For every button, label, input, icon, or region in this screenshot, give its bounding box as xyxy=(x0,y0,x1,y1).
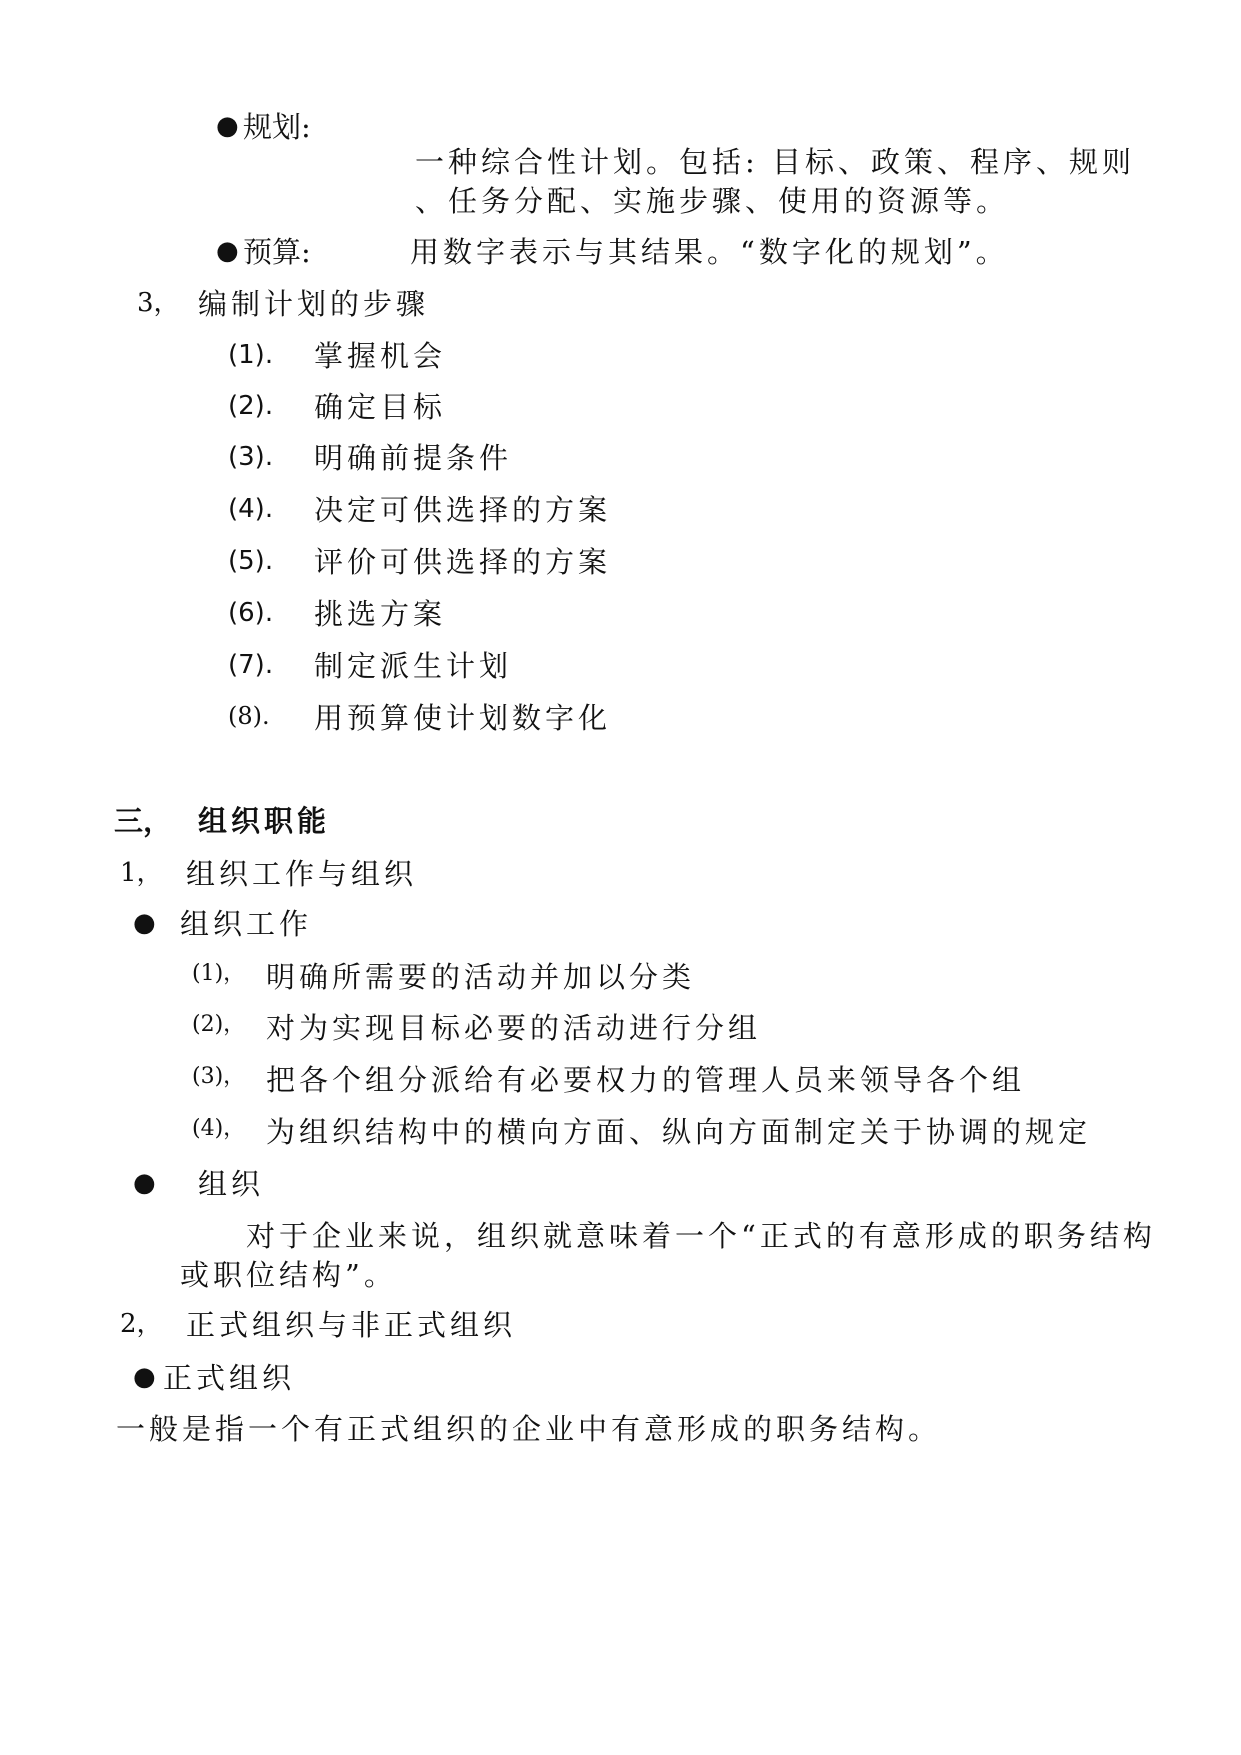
planning-desc-line2: 、任务分配、实施步骤、使用的资源等。 xyxy=(415,184,1010,218)
steps-number: 3， xyxy=(137,288,180,318)
budget-bullet: ● xyxy=(216,236,239,266)
org-work-label: 组织工作 xyxy=(180,907,313,941)
planning-label: 规划: xyxy=(243,110,311,144)
org-work-bullet: ● xyxy=(133,908,156,938)
org-work-text-2: 对为实现目标必要的活动进行分组 xyxy=(266,1011,762,1045)
step-text-8: 用预算使计划数字化 xyxy=(314,701,612,735)
step-text-4: 决定可供选择的方案 xyxy=(314,493,612,527)
step-number-8: (8). xyxy=(228,702,270,730)
organization-desc-line1: 对于企业来说，组织就意味着一个“正式的有意形成的职务结构 xyxy=(246,1219,1156,1253)
section3-number: 三， xyxy=(114,804,173,838)
planning-desc-line1: 一种综合性计划。包括: 目标、政策、程序、规则 xyxy=(415,145,1135,179)
org-work-number-4: (4)， xyxy=(192,1116,246,1141)
step-text-3: 明确前提条件 xyxy=(314,441,513,475)
step-number-1: (1). xyxy=(228,340,274,370)
step-text-2: 确定目标 xyxy=(314,390,447,424)
org-work-number-3: (3)， xyxy=(192,1064,246,1089)
org-work-number-2: (2)， xyxy=(192,1012,246,1037)
sub2-heading: 正式组织与非正式组织 xyxy=(186,1308,517,1342)
budget-label: 预算: xyxy=(243,235,311,269)
organization-desc-line2: 或职位结构”。 xyxy=(180,1258,397,1292)
sub1-heading: 组织工作与组织 xyxy=(186,857,418,891)
section3-title: 组织职能 xyxy=(198,804,331,838)
org-work-text-1: 明确所需要的活动并加以分类 xyxy=(266,960,696,994)
org-work-number-1: (1)， xyxy=(192,961,246,986)
organization-bullet: ● xyxy=(133,1168,156,1198)
steps-heading: 编制计划的步骤 xyxy=(198,287,430,321)
step-number-4: (4). xyxy=(228,494,274,524)
org-work-text-4: 为组织结构中的横向方面、纵向方面制定关于协调的规定 xyxy=(266,1115,1092,1149)
step-text-6: 挑选方案 xyxy=(314,597,447,631)
step-number-7: (7). xyxy=(228,650,274,680)
step-text-1: 掌握机会 xyxy=(314,339,447,373)
step-number-5: (5). xyxy=(228,546,274,576)
organization-label: 组织 xyxy=(198,1167,265,1201)
step-number-6: (6). xyxy=(228,598,274,628)
budget-desc: 用数字表示与其结果。“数字化的规划”。 xyxy=(410,235,1009,269)
formal-bullet: ● xyxy=(133,1362,156,1392)
step-number-3: (3). xyxy=(228,442,274,472)
sub1-number: 1， xyxy=(120,858,163,888)
formal-desc: 一般是指一个有正式组织的企业中有意形成的职务结构。 xyxy=(116,1412,942,1446)
step-text-7: 制定派生计划 xyxy=(314,649,513,683)
formal-label: 正式组织 xyxy=(163,1361,296,1395)
planning-bullet: ● xyxy=(216,111,239,141)
step-text-5: 评价可供选择的方案 xyxy=(314,545,612,579)
step-number-2: (2). xyxy=(228,391,274,421)
org-work-text-3: 把各个组分派给有必要权力的管理人员来领导各个组 xyxy=(266,1063,1026,1097)
sub2-number: 2， xyxy=(120,1309,163,1339)
